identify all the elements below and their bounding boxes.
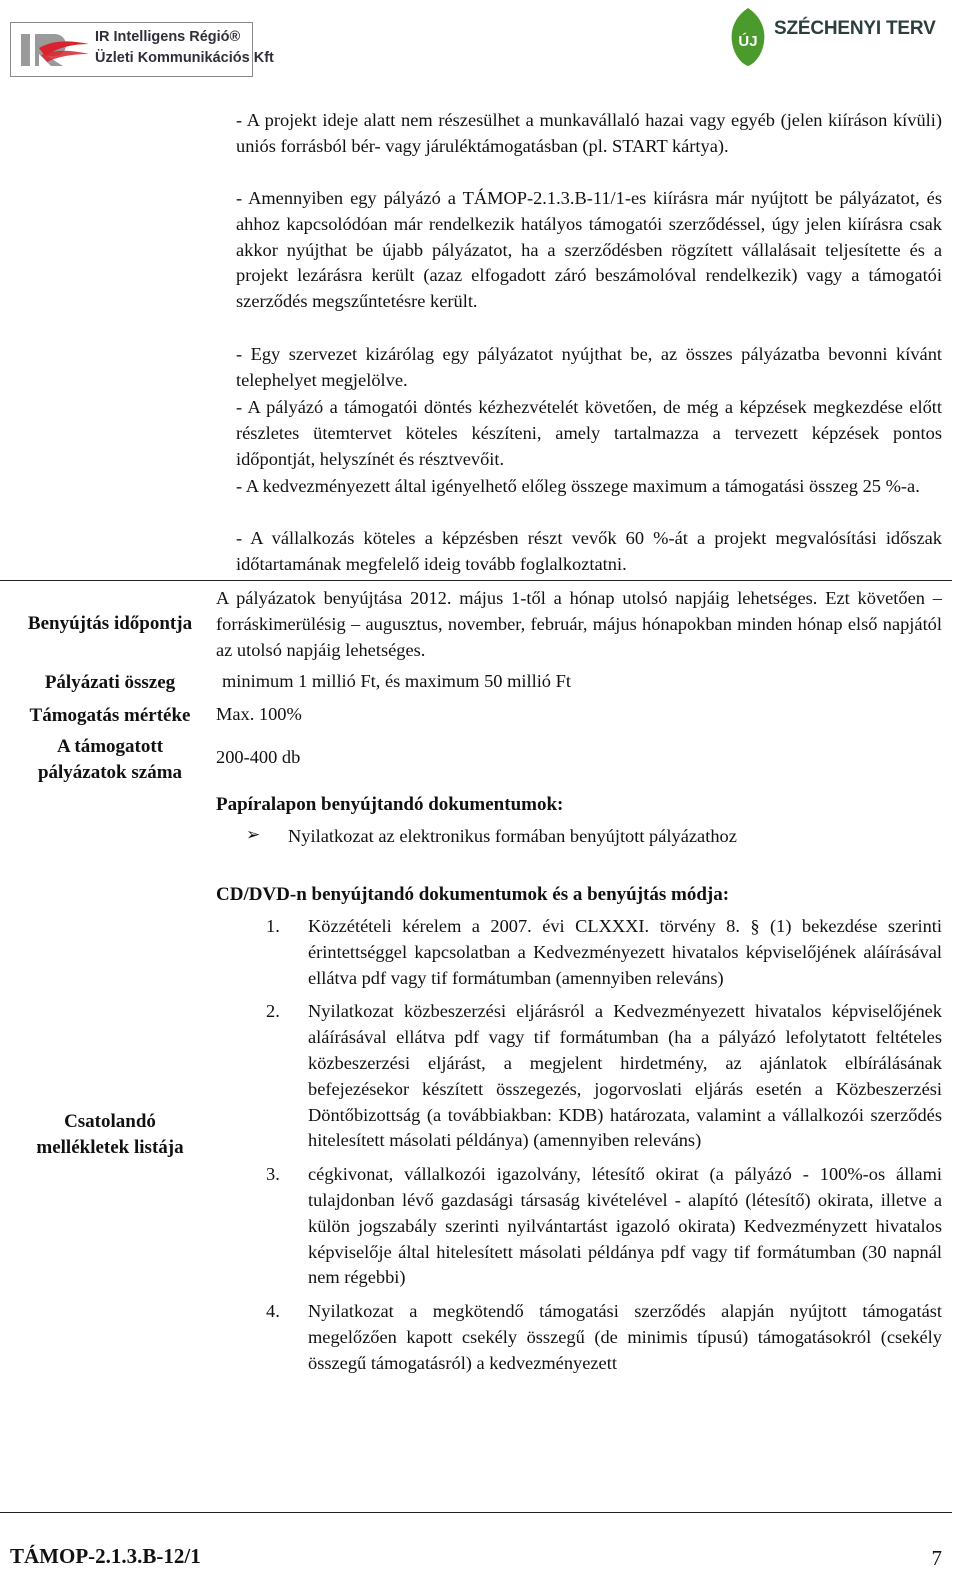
list-item bbox=[266, 999, 942, 1154]
ir-logo-line2: Üzleti Kommunikációs Kft bbox=[95, 50, 274, 66]
supported-count-text: 200-400 db bbox=[216, 747, 301, 767]
label-attachments bbox=[10, 1109, 210, 1161]
ir-logo-line1: IR Intelligens Régió® bbox=[95, 29, 241, 45]
grant-amount-text: minimum 1 millió Ft, és maximum 50 millió Ft bbox=[222, 671, 571, 691]
label-supported-count bbox=[10, 734, 210, 786]
submission-date-text: A pályázatok benyújtása 2012. május 1-től a hónap utolsó napjáig lehetséges. Ezt követően – forráskimerülésig – augusztus, november, február, május hónapokban minden hónap első napjától az utolsó napjáig lehetséges. bbox=[216, 588, 942, 660]
list-item-number: 4. bbox=[266, 1301, 280, 1322]
paragraph-schedule: - A pályázó a támogatói döntés kézhezvételét követően, de még a képzések megkezdése előtt részletes ütemtervet köteles készíteni, amely tartalmazza a tervezett képzések pontos időpontját, helyszínét és résztvevőit. bbox=[236, 397, 942, 469]
list-item-text: cégkivonat, vállalkozói igazolvány, létesítő okirat (a pályázó - 100%-os állami tulajdonban lévő gazdasági társaság kivételével - alapító (létesítő) okirata, illetve a külön jogszabály szerinti nyilvántartást igazoló okirata) Kedvezményzett hivatalos képviselője által hitelesített másolati példánya pdf vagy tif formátumban (30 napnál nem régebbi) bbox=[308, 1164, 942, 1288]
label-attachments-line2: mellékletek listája bbox=[36, 1137, 184, 1158]
list-item-text: Nyilatkozat a megkötendő támogatási szerződés alapján nyújtott támogatást megelőzően kapott csekély összegű (de minimis típusú) támogatásokról (csekély összegű támogatásról) a kedvezményezett bbox=[308, 1301, 942, 1373]
list-item-number: 3. bbox=[266, 1164, 280, 1185]
list-item-number: 2. bbox=[266, 1001, 280, 1022]
ir-logo-mark-icon bbox=[17, 28, 93, 72]
label-grant-amount: Pályázati összeg bbox=[44, 672, 176, 693]
support-rate-text: Max. 100% bbox=[216, 704, 302, 724]
ir-intelligens-regio-logo bbox=[10, 22, 274, 77]
szechenyi-terv-leaf-icon bbox=[726, 6, 770, 68]
szechenyi-terv-logo bbox=[726, 6, 936, 68]
arrow-bullet-icon: ➢ bbox=[246, 825, 261, 844]
label-supported-count-line2: pályázatok száma bbox=[37, 762, 183, 783]
paragraph-start-card: - A projekt ideje alatt nem részesülhet a munkavállaló hazai vagy egyéb (jelen kiíráson kívüli) uniós forrásból bér- vagy járuléktámogatásban (pl. START kártya). bbox=[236, 110, 942, 156]
table-bottom-rule bbox=[0, 1512, 952, 1513]
label-supported-count-line1: A támogatott bbox=[56, 736, 164, 757]
paragraph-employment: - A vállalkozás köteles a képzésben részt vevők 60 %-át a projekt megvalósítási időszak időtartamának megfelelő ideig tovább foglalkoztatni. bbox=[236, 528, 942, 574]
list-item-text: Közzétételi kérelem a 2007. évi CLXXXI. törvény 8. § (1) bekezdése szerinti érintettséggel kapcsolatban a Kedvezményezett hivatalos képviselőjének aláírásával ellátva pdf vagy tif formátumban (amennyiben releváns) bbox=[308, 916, 942, 988]
cd-documents-list bbox=[266, 914, 942, 1385]
list-item bbox=[266, 914, 942, 991]
paper-documents-heading: Papíralapon benyújtandó dokumentumok: bbox=[216, 794, 564, 815]
list-item bbox=[266, 1162, 942, 1291]
label-attachments-line1: Csatolandó bbox=[64, 1111, 156, 1132]
label-submission-date: Benyújtás időpontja bbox=[27, 613, 193, 634]
label-support-rate: Támogatás mértéke bbox=[29, 705, 191, 726]
table-rule bbox=[0, 580, 952, 581]
paragraph-advance: - A kedvezményezett által igényelhető előleg összege maximum a támogatási összeg 25 %-a. bbox=[236, 476, 920, 496]
page-header bbox=[0, 0, 960, 95]
list-item-number: 1. bbox=[266, 916, 280, 936]
list-item bbox=[266, 1299, 942, 1376]
paragraph-prior-application: - Amennyiben egy pályázó a TÁMOP-2.1.3.B-11/1-es kiírásra már nyújtott be pályázatot, és ahhoz kapcsolódóan már rendelkezik hatályos támogatói szerződéssel, úgy jelen kiírásra csak akkor nyújthat be újabb pályázatot, ha a szerződésben rögzített vállalásait teljesítette és a projekt lezárásra került (azaz elfogadott záró beszámolóval rendelkezik) vagy a támogatói szerződés megszűntetésre került. bbox=[236, 188, 942, 312]
szechenyi-terv-text: SZÉCHENYI TERV bbox=[774, 18, 936, 39]
footer-program-code: TÁMOP-2.1.3.B-12/1 bbox=[10, 1544, 201, 1568]
szechenyi-badge-text: ÚJ bbox=[738, 33, 758, 50]
paper-document-item: Nyilatkozat az elektronikus formában benyújtott pályázathoz bbox=[288, 826, 737, 846]
cd-documents-heading: CD/DVD-n benyújtandó dokumentumok és a benyújtás módja: bbox=[216, 884, 730, 905]
paragraph-single-application: - Egy szervezet kizárólag egy pályázatot nyújthat be, az összes pályázatba bevonni kívánt telephelyet megjelölve. bbox=[236, 344, 942, 390]
footer-page-number: 7 bbox=[931, 1546, 942, 1570]
list-item-text: Nyilatkozat közbeszerzési eljárásról a Kedvezményezett hivatalos képviselőjének aláírásával ellátva pdf vagy tif formátumban (ha a pályázó lefolytatott feltételes közbeszerzési eljárást, a megjelent hirdetmény, az ajánlatok elbírálásának befejezésekor készített összegezés, jogorvoslati eljárás esetén a Közbeszerzési Döntőbizottság (a továbbiakban: KDB) határozata, valamint a vállalkozói szerződés hitelesített másolati példánya) (amennyiben releváns) bbox=[308, 1001, 942, 1151]
